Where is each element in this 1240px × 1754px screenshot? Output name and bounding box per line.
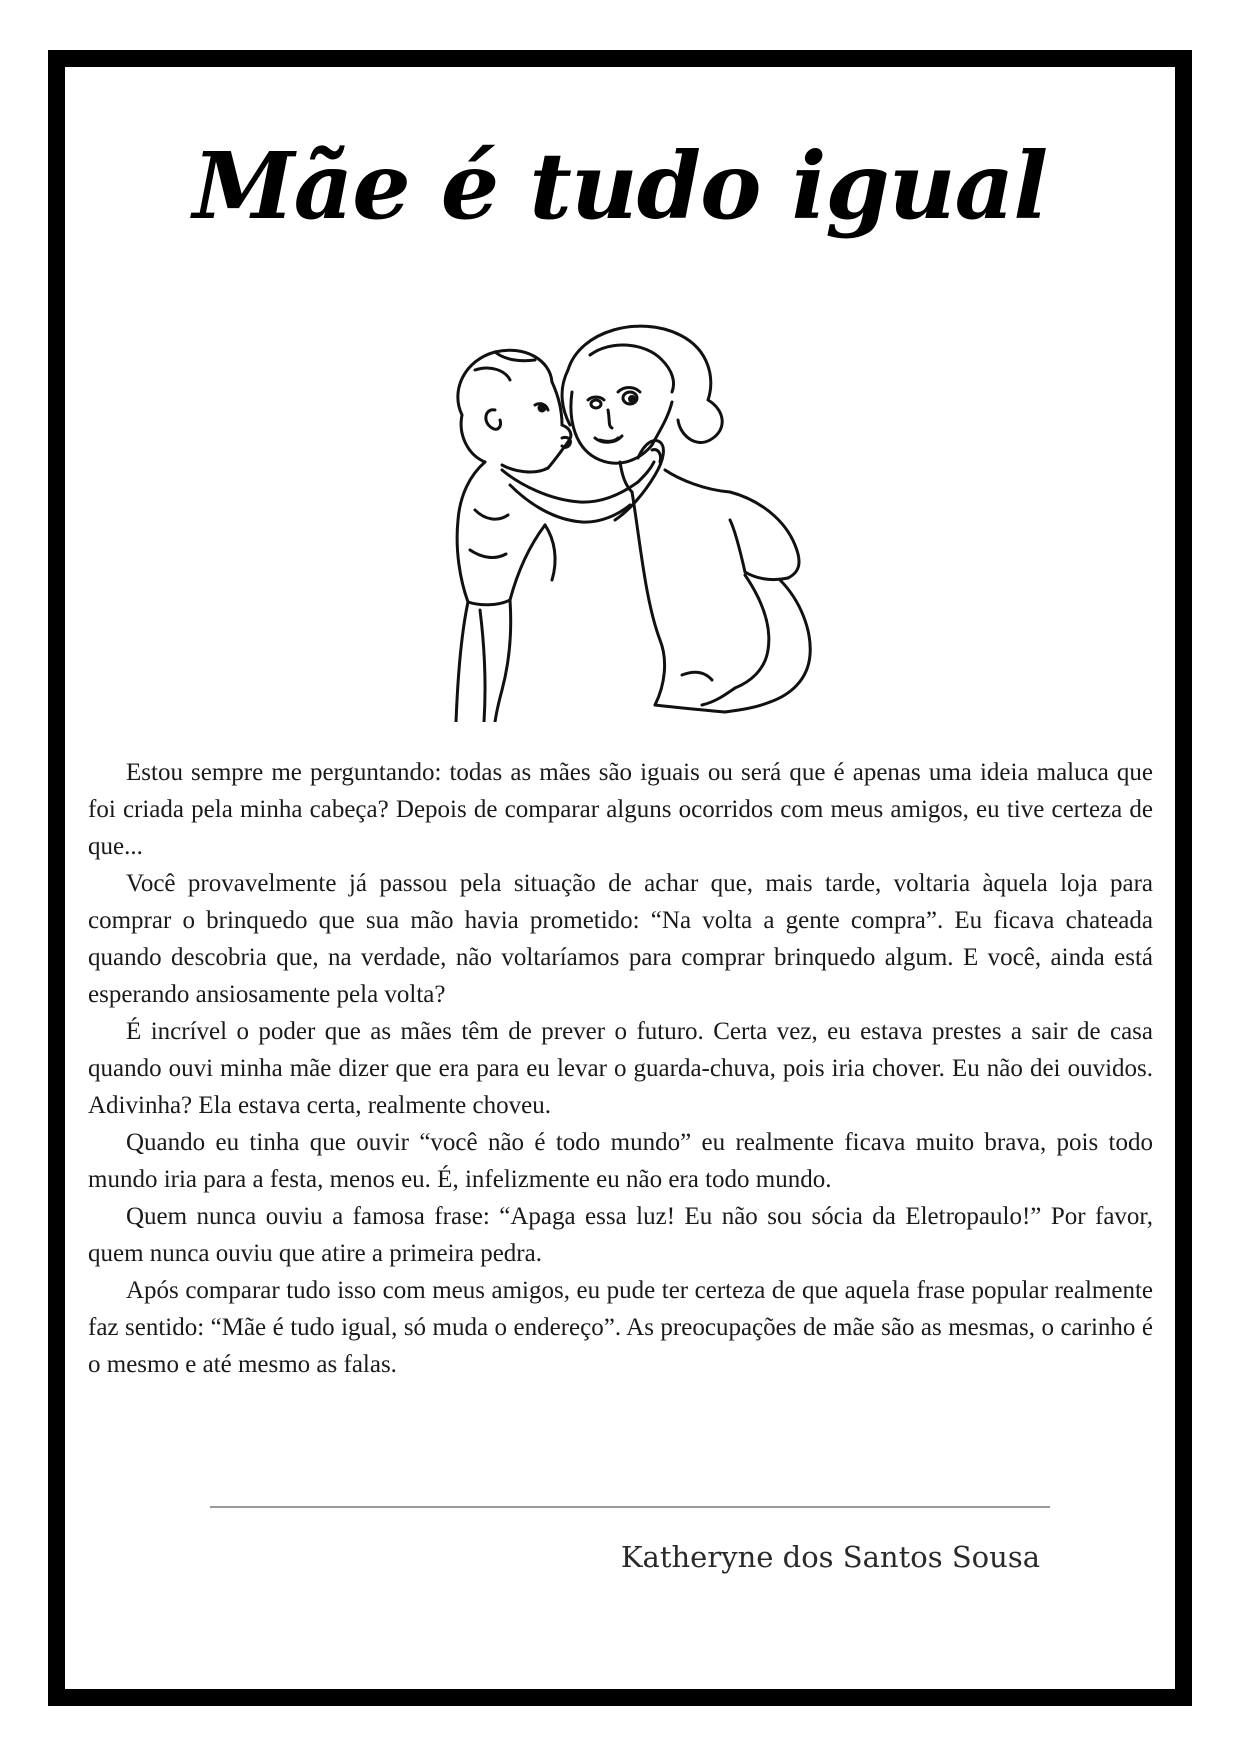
mother-and-son-kiss-illustration bbox=[440, 310, 860, 722]
paragraph-4: Quando eu tinha que ouvir “você não é todo mundo” eu realmente ficava muito brava, pois todo mundo iria para a festa, menos eu. É, infelizmente eu não era todo mundo. bbox=[88, 1129, 1153, 1193]
paragraph-6: Após comparar tudo isso com meus amigos, eu pude ter certeza de que aquela frase popular realmente faz sentido: “Mãe é tudo igual, só muda o endereço”. As preocupações de mãe são as mesmas, o carinho é o mesmo e até mesmo as falas. bbox=[88, 1277, 1153, 1378]
mother-shoulder bbox=[730, 492, 799, 578]
signature-divider bbox=[210, 1506, 1050, 1508]
paragraph-2: Você provavelmente já passou pela situação de achar que, mais tarde, voltaria àquela loja para comprar o brinquedo que sua mão havia prometido: “Na volta a gente compra”. Eu ficava chateada quando descobria que, na verdade, não voltaríamos para comprar brinquedo algum. E você, ainda está esperando ansiosamente pela volta? bbox=[88, 870, 1153, 1008]
paragraph-1: Estou sempre me perguntando: todas as mães são iguais ou será que é apenas uma ideia maluca que foi criada pela minha cabeça? Depois de comparar alguns ocorridos com meus amigos, eu tive certeza de que... bbox=[88, 759, 1153, 860]
paragraph-3: É incrível o poder que as mães têm de prever o futuro. Certa vez, eu estava prestes a sair de casa quando ouvi minha mãe dizer que era para eu levar o guarda-chuva, pois iria chover. Eu não dei ouvidos. Adivinha? Ela estava certa, realmente choveu. bbox=[88, 1018, 1153, 1119]
mother-hair bbox=[568, 326, 722, 442]
author-name: Katheryne dos Santos Sousa bbox=[620, 1540, 1040, 1574]
paragraph-5: Quem nunca ouviu a famosa frase: “Apaga essa luz! Eu não sou sócia da Eletropaulo!” Por favor, quem nunca ouviu que atire a primeira pedra. bbox=[88, 1203, 1153, 1267]
page-title: Mãe é tudo igual bbox=[192, 132, 1048, 240]
body-text bbox=[88, 754, 1153, 1383]
